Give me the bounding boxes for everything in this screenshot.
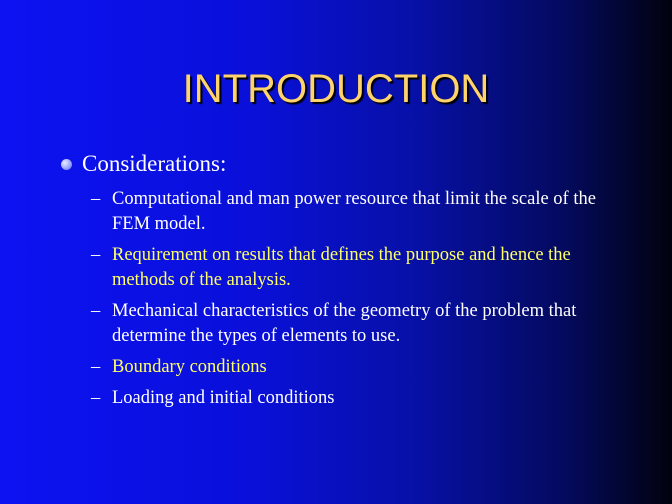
slide-title: INTRODUCTION	[182, 67, 490, 111]
sub-item-text: Loading and initial conditions	[112, 388, 335, 408]
bullet-text: Considerations:	[82, 151, 227, 176]
sub-item-text: Mechanical characteristics of the geometry of the problem that determine the types of elements to use.	[112, 301, 577, 346]
dash-icon: –	[91, 189, 101, 209]
sub-item-text: Boundary conditions	[112, 357, 267, 377]
sub-bullet-list	[60, 187, 620, 411]
slide-content	[60, 150, 620, 417]
sub-item-resources	[91, 187, 620, 237]
dash-icon: –	[91, 301, 101, 321]
sub-item-requirement	[91, 243, 620, 293]
sub-item-boundary	[91, 355, 620, 380]
sub-item-text: Computational and man power resource that limit the scale of the FEM model.	[112, 189, 596, 234]
dash-icon: –	[91, 357, 101, 377]
dash-icon: –	[91, 388, 101, 408]
sub-item-mechanical	[91, 299, 620, 349]
sub-item-loading	[91, 386, 620, 411]
bullet-dot-icon	[61, 159, 72, 170]
bullet-considerations	[60, 150, 620, 178]
dash-icon: –	[91, 245, 101, 265]
sub-item-text: Requirement on results that defines the purpose and hence the methods of the analysis.	[112, 245, 571, 290]
